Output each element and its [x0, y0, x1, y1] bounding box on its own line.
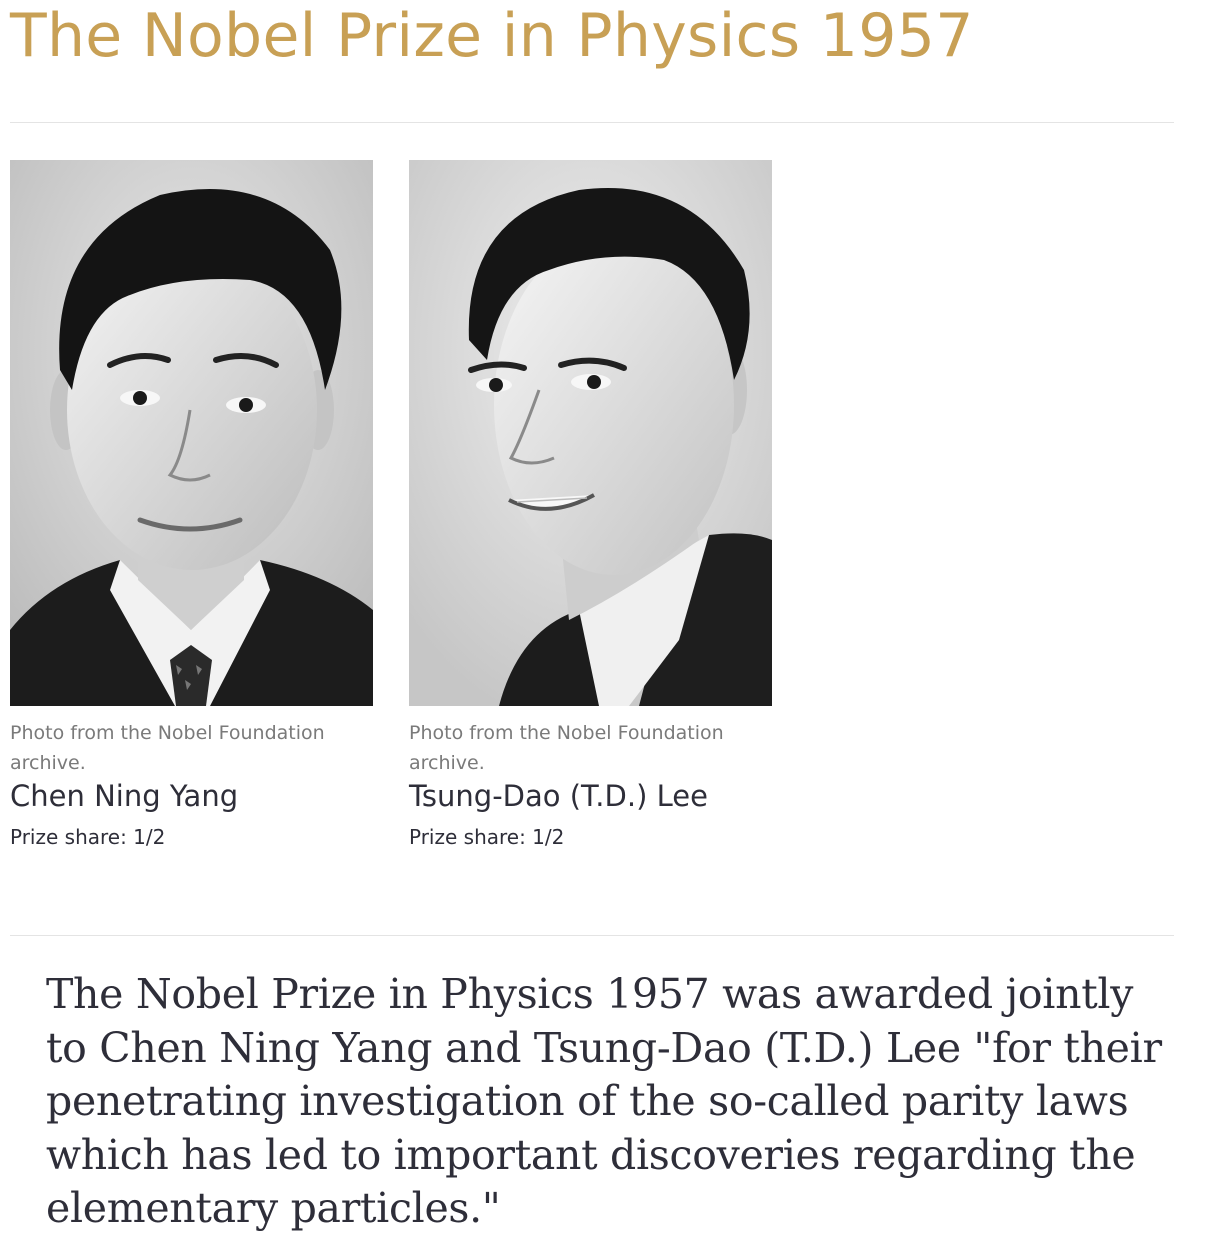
- laureate-name[interactable]: Tsung-Dao (T.D.) Lee: [409, 779, 708, 813]
- photo-caption: Photo from the Nobel Foundation archive.: [10, 722, 325, 774]
- laureate-name[interactable]: Chen Ning Yang: [10, 779, 239, 813]
- top-divider: [10, 122, 1174, 123]
- section-divider: [10, 935, 1174, 936]
- laureate-photo[interactable]: [10, 160, 373, 706]
- portrait-illustration: [409, 160, 772, 706]
- prize-share: Prize share: 1/2: [409, 825, 565, 849]
- laureate-card: [409, 160, 773, 852]
- prize-share: Prize share: 1/2: [10, 825, 166, 849]
- photo-caption: Photo from the Nobel Foundation archive.: [409, 722, 724, 774]
- laureate-photo[interactable]: [409, 160, 772, 706]
- prize-motivation: The Nobel Prize in Physics 1957 was awarded jointly to Chen Ning Yang and Tsung-Dao (T.D.) Lee "for their penetrating investigation of the so-called parity laws which has led to important discoveries regarding the elementary particles.": [46, 970, 1162, 1232]
- laureate-card: [10, 160, 374, 852]
- portrait-illustration: [10, 160, 373, 706]
- page-title: The Nobel Prize in Physics 1957: [10, 1, 974, 71]
